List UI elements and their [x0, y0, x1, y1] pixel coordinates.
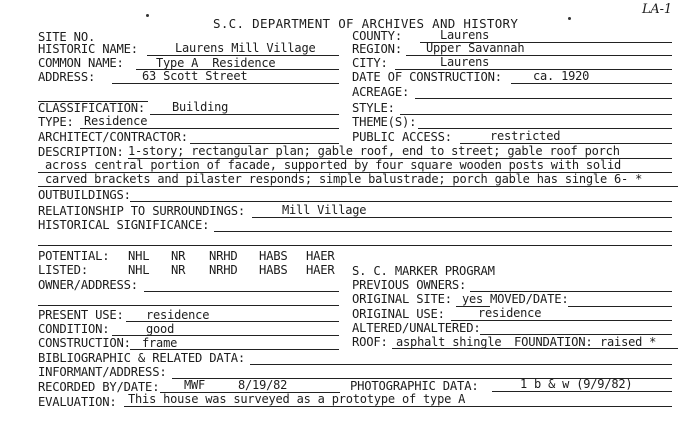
- evaluation-line: [124, 406, 672, 407]
- description-rule-3: [38, 186, 678, 187]
- form-title: S.C. DEPARTMENT OF ARCHIVES AND HISTORY: [213, 16, 519, 31]
- common-name-value: Type A Residence: [156, 56, 276, 70]
- bibliographic-label: BIBLIOGRAPHIC & RELATED DATA:: [38, 351, 245, 365]
- potential-option: NR: [171, 249, 186, 263]
- architect-label: ARCHITECT/CONTRACTOR:: [38, 130, 188, 144]
- original-use-label: ORIGINAL USE:: [352, 307, 445, 321]
- date-construction-label: DATE OF CONSTRUCTION:: [352, 70, 502, 84]
- potential-option: HAER: [306, 249, 335, 263]
- listed-label: LISTED:: [38, 263, 88, 277]
- potential-option: NHL: [128, 249, 150, 263]
- address-label: ADDRESS:: [38, 70, 96, 84]
- style-label: STYLE:: [352, 101, 395, 115]
- public-access-value: restricted: [490, 129, 561, 143]
- original-use-line: [451, 320, 672, 321]
- listed-option: HAER: [306, 263, 335, 277]
- recorded-by-date: 8/19/82: [238, 378, 288, 392]
- public-access-label: PUBLIC ACCESS:: [352, 130, 452, 144]
- potential-option: HABS: [259, 249, 288, 263]
- owner-address-line-2: [38, 305, 339, 306]
- original-site-value: yes: [462, 292, 484, 306]
- informant-label: INFORMANT/ADDRESS:: [38, 365, 167, 379]
- type-line: [80, 128, 339, 129]
- owner-address-label: OWNER/ADDRESS:: [38, 278, 138, 292]
- condition-value: good: [146, 322, 175, 336]
- recorded-by-initials: MWF: [184, 378, 206, 392]
- foundation-label: FOUNDATION:: [514, 335, 593, 349]
- potential-label: POTENTIAL:: [38, 249, 110, 263]
- photographic-data-value: 1 b & w (9/9/82): [520, 377, 633, 391]
- city-value: Laurens: [440, 55, 490, 69]
- marker-program-label: S. C. MARKER PROGRAM: [352, 264, 495, 278]
- construction-line: [130, 349, 339, 350]
- address-line: [112, 83, 339, 84]
- photographic-data-label: PHOTOGRAPHIC DATA:: [350, 379, 479, 393]
- condition-label: CONDITION:: [38, 322, 110, 336]
- historic-name-label: HISTORIC NAME:: [38, 42, 138, 56]
- outbuildings-line: [130, 201, 672, 202]
- historic-name-value: Laurens Mill Village: [175, 41, 316, 55]
- listed-option: NRHD: [209, 263, 238, 277]
- construction-value: frame: [142, 336, 178, 350]
- speck-mark: [568, 17, 571, 20]
- common-name-label: COMMON NAME:: [38, 56, 124, 70]
- photographic-data-line: [492, 391, 672, 392]
- site-no-label: SITE NO.: [38, 30, 96, 44]
- moved-date-line: [568, 306, 672, 307]
- relationship-label: RELATIONSHIP TO SURROUNDINGS:: [38, 204, 245, 218]
- classification-value: Building: [172, 100, 229, 114]
- roof-label: ROOF:: [352, 335, 388, 349]
- city-label: CITY:: [352, 56, 388, 70]
- acreage-label: ACREAGE:: [352, 85, 410, 99]
- region-label: REGION:: [352, 42, 402, 56]
- description-line-3: carved brackets and pilaster responds; simple balustrade; porch gable has single 6- *: [45, 172, 643, 186]
- classification-line: [150, 114, 339, 115]
- altered-label: ALTERED/UNALTERED:: [352, 321, 481, 335]
- relationship-value: Mill Village: [282, 203, 367, 217]
- relationship-line: [252, 217, 672, 218]
- present-use-value: residence: [146, 308, 210, 322]
- theme-label: THEME(S):: [352, 115, 417, 129]
- outbuildings-label: OUTBUILDINGS:: [38, 188, 131, 202]
- original-use-value: residence: [478, 306, 542, 320]
- roof-foundation-line: [392, 348, 678, 349]
- description-line-2: across central portion of facade, supported by four square wooden posts with solid: [45, 158, 622, 172]
- bibliographic-line: [250, 364, 672, 365]
- historical-significance-label: HISTORICAL SIGNIFICANCE:: [38, 218, 210, 232]
- listed-option: NHL: [128, 263, 150, 277]
- description-line-1: 1-story; rectangular plan; gable roof, end to street; gable roof porch: [128, 144, 620, 158]
- listed-option: HABS: [259, 263, 288, 277]
- moved-date-label: MOVED/DATE:: [490, 292, 569, 306]
- construction-label: CONSTRUCTION:: [38, 336, 131, 350]
- county-label: COUNTY:: [352, 29, 402, 43]
- classification-label: CLASSIFICATION:: [38, 101, 146, 115]
- type-value: Residence: [84, 114, 148, 128]
- listed-option: NR: [171, 263, 186, 277]
- address-value: 63 Scott Street: [142, 69, 248, 83]
- potential-option: NRHD: [209, 249, 238, 263]
- acreage-line: [415, 98, 672, 99]
- description-label: DESCRIPTION:: [38, 145, 124, 159]
- corner-mark: LA-1: [642, 2, 672, 17]
- historical-significance-line: [214, 231, 672, 232]
- region-value: Upper Savannah: [426, 41, 525, 55]
- date-construction-line: [511, 83, 672, 84]
- owner-address-line: [144, 291, 339, 292]
- evaluation-value: This house was surveyed as a prototype of type A: [128, 392, 466, 406]
- date-construction-value: ca. 1920: [533, 69, 590, 83]
- type-label: TYPE:: [38, 115, 74, 129]
- foundation-value: raised *: [600, 335, 657, 349]
- recorded-by-label: RECORDED BY/DATE:: [38, 380, 160, 394]
- speck-mark: [146, 14, 149, 17]
- present-use-label: PRESENT USE:: [38, 308, 124, 322]
- style-line: [400, 114, 672, 115]
- historical-significance-line-2: [38, 245, 672, 246]
- county-value: Laurens: [440, 28, 490, 42]
- evaluation-label: EVALUATION:: [38, 395, 117, 409]
- previous-owners-label: PREVIOUS OWNERS:: [352, 278, 467, 292]
- classification-overline: [38, 101, 148, 102]
- original-site-label: ORIGINAL SITE:: [352, 292, 452, 306]
- roof-value: asphalt shingle: [396, 335, 502, 349]
